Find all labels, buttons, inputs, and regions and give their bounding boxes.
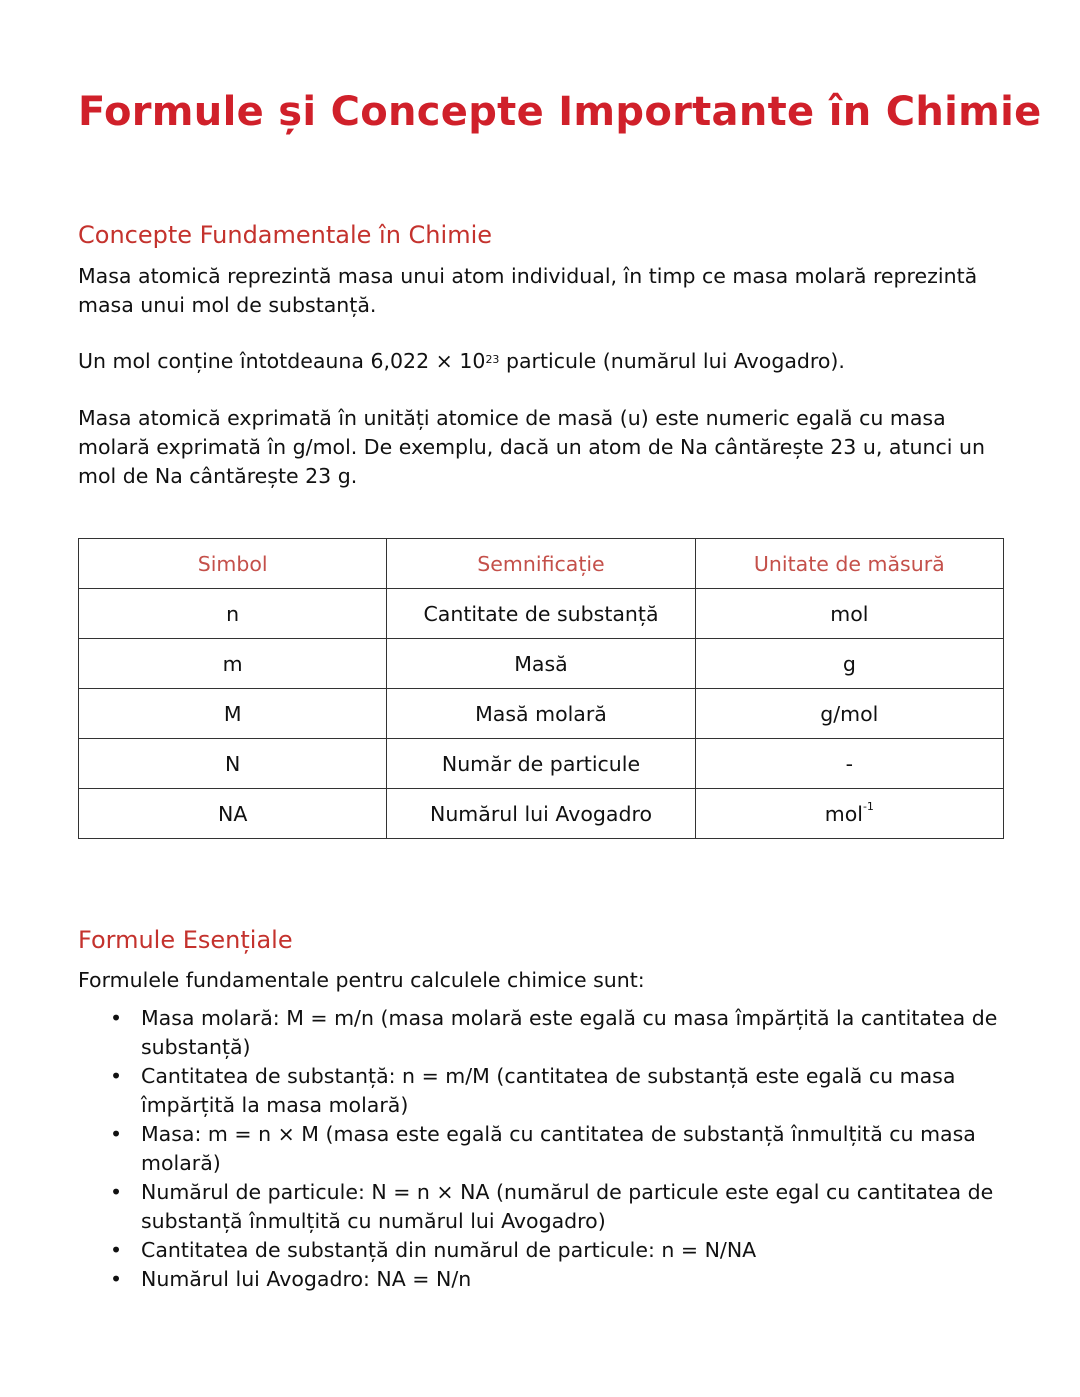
bullet-icon: • [110,1238,123,1262]
list-item-text: Masa molară: M = m/n (masa molară este egală cu masa împărțită la cantitatea de substanță) [141,1006,998,1059]
table-cell: - [695,739,1003,789]
table-row [79,589,1004,639]
bullet-icon: • [110,1267,123,1291]
paragraph-atomic-mass: Masa atomică reprezintă masa unui atom individual, în timp ce masa molară reprezintă masa unui mol de substanță. [78,264,978,317]
table-cell: N [79,739,387,789]
paragraph-mole [78,347,1004,376]
table-header-cell: Semnificație [387,539,695,589]
table-cell: M [79,689,387,739]
table-cell: NA [79,789,387,839]
bullet-icon: • [110,1122,123,1146]
table-cell: g/mol [695,689,1003,739]
exponent: 23 [485,353,500,366]
list-item [78,1178,1001,1236]
table-row [79,689,1004,739]
table-cell: Număr de particule [387,739,695,789]
table-row [79,789,1004,839]
list-item [78,1120,1001,1178]
bullet-icon: • [110,1006,123,1030]
table-header-row [79,539,1004,589]
unit-exponent: -1 [862,799,874,813]
section-heading-formulas: Formule Esențiale [78,926,293,954]
paragraph-mole-text: Un mol conține întotdeauna 6,022 × 10 [78,349,486,373]
paragraph-example: Masa atomică exprimată în unități atomice de masă (u) este numeric egală cu masa molară exprimată în g/mol. De exemplu, dacă un atom de Na cântărește 23 u, atunci un mol de Na cântărește 23 g. [78,406,985,488]
table-cell: Masă molară [387,689,695,739]
table-cell: g [695,639,1003,689]
formula-list [78,1004,1004,1294]
paragraph-mole-text-end: particule (numărul lui Avogadro). [499,349,845,373]
bullet-icon: • [110,1064,123,1088]
list-item [78,1236,1001,1265]
list-item-text: Cantitatea de substanță: n = m/M (cantitatea de substanță este egală cu masa împărțită la masa molară) [141,1064,956,1117]
table-header-cell: Unitate de măsură [695,539,1003,589]
table-row [79,739,1004,789]
table-row [79,639,1004,689]
table-cell: Cantitate de substanță [387,589,695,639]
list-item [78,1265,1001,1294]
list-item-text: Cantitatea de substanță din numărul de particule: n = N/NA [141,1238,757,1262]
list-item [78,1062,1001,1120]
table-cell: Masă [387,639,695,689]
formulas-intro: Formulele fundamentale pentru calculele chimice sunt: [78,968,645,992]
table-cell: Numărul lui Avogadro [387,789,695,839]
table-cell: mol [695,589,1003,639]
table-cell-unit [695,789,1003,839]
bullet-icon: • [110,1180,123,1204]
list-item-text: Masa: m = n × M (masa este egală cu cantitatea de substanță înmulțită cu masa molară) [141,1122,976,1175]
section-heading-fundamentals: Concepte Fundamentale în Chimie [78,221,492,249]
page-title: Formule și Concepte Importante în Chimie [78,89,1042,135]
symbols-table [78,538,1004,839]
table-cell: n [79,589,387,639]
table-cell: m [79,639,387,689]
list-item [78,1004,1001,1062]
table-header-cell: Simbol [79,539,387,589]
list-item-text: Numărul lui Avogadro: NA = N/n [141,1267,472,1291]
list-item-text: Numărul de particule: N = n × NA (numărul de particule este egal cu cantitatea de substanță înmulțită cu numărul lui Avogadro) [141,1180,994,1233]
unit-text: mol [824,801,863,826]
